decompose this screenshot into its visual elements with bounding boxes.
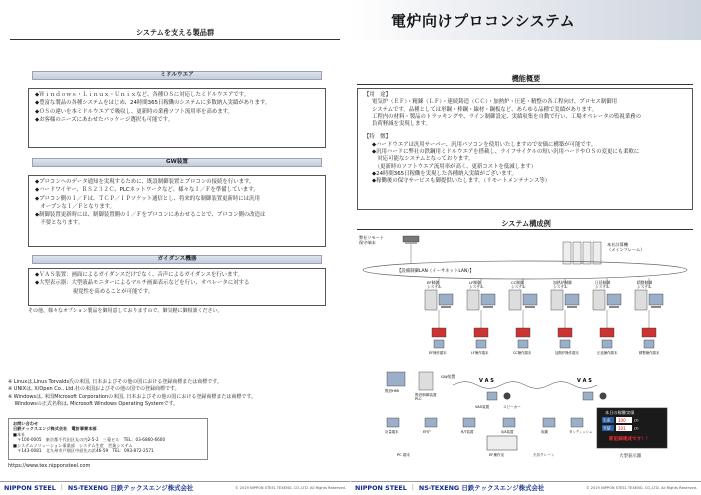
- server-label: LF制御システム: [469, 280, 484, 290]
- monitor-icon: [481, 294, 495, 305]
- pc-icon: [644, 340, 654, 348]
- nippon-steel-logo: NIPPON STEEL: [4, 484, 56, 493]
- vas-label: V A S: [479, 378, 494, 384]
- pc-label: LF操作端末: [471, 351, 489, 355]
- gw-device-icon: [558, 328, 572, 337]
- plc-label: 既設制御装置 PLC: [415, 393, 437, 401]
- mainframe-label: 本社計算機（メインフレーム）: [607, 242, 645, 252]
- remote-terminal: [403, 236, 419, 244]
- pc-icon: [560, 340, 570, 348]
- display-title: 本日の稼働実績: [605, 410, 635, 415]
- feature-line: 対応可能なシステムとなっております。: [372, 156, 474, 163]
- middleware-item: ◆お客様のニーズにあわせたパッケージ選択も可能です。: [35, 116, 174, 123]
- feature-line: （更新時のソフトウエア流用率が高く、更新コストを低減します）: [372, 163, 537, 170]
- vas-pc-icon: [487, 392, 497, 400]
- speaker-label: スピーカー: [503, 405, 521, 409]
- overview-box: [357, 88, 693, 210]
- field-terminal-icon: [463, 418, 475, 427]
- pc-icon: [476, 340, 486, 348]
- hmi-icon: [387, 372, 405, 386]
- usage-line: 電気炉（ＥＦ）・精錬（ＬＦ）・連続鋳造（ＣＣ）・加熱炉・圧延・精整の各工程向け、プロセス制御用: [372, 99, 618, 106]
- guidance-item: 視覚性を高めることが可能です。: [35, 288, 154, 295]
- contact-line: ■システムソリューション事業部 システム生産 営業システム: [13, 442, 133, 448]
- server-label: 精整制御システム: [637, 280, 653, 290]
- ns-texeng-logo: NS-TEXENG 日鉄テックスエンジ株式会社: [67, 484, 194, 493]
- middleware-item: ◆豊富な製品の各種システムをはじめ、24時間365日稼働のシステムに多数納入実績があります。: [35, 100, 271, 107]
- display-row-label: 実績: [603, 425, 611, 431]
- monitor-icon: [439, 294, 453, 305]
- server-icon: [551, 290, 563, 310]
- field-terminal-icon: [425, 418, 437, 427]
- usage-line: 工程内の材料・製品のトラッキングや、ライン制御設定、実績収集を自動で行い、工場オペレータの監視業務の: [372, 113, 641, 120]
- contact-box: [8, 418, 208, 460]
- monitor-icon: [649, 294, 663, 305]
- server-icon: [467, 290, 479, 310]
- middleware-item: ◆Ｗｉｎｄｏｗｓ・Ｌｉｎｕｘ・Ｕｎｉｘなど、各種ＯＳに対応したミドルウエアです。: [35, 92, 250, 98]
- display-row-unit: ch: [634, 417, 639, 423]
- section-title: システムを支える製品群: [135, 28, 215, 37]
- gw-device-icon: [474, 328, 488, 337]
- pc-icon: [518, 340, 528, 348]
- plc-icon: [419, 372, 433, 390]
- server-label: EF制御システム: [427, 280, 442, 290]
- divider: [357, 229, 693, 230]
- display-row-value: 101: [618, 425, 626, 431]
- server-icon: [593, 290, 605, 310]
- usage-line: システムです。品種としては形鋼・棒鋼・線材・鋼板など、あらゆる品種で実績があります。: [372, 106, 598, 113]
- server-icon: [509, 290, 521, 310]
- server-label: 圧延制御システム: [595, 280, 611, 290]
- feature-line: ◆稼働後の保守サービスも御提供いたします。（リモートメンテナンス等）: [372, 178, 551, 185]
- guidance-item: ◆大型表示器：大型液晶モニターによるマルチ画面表示などを行い、オペレータに対する: [35, 280, 250, 287]
- copyright: © 2019 NIPPON STEEL TEXENG. CO.,LTD. All Rights Reserved.: [585, 486, 697, 491]
- pc-icon: [434, 340, 444, 348]
- pc-terminal-label: PC 端末: [397, 453, 411, 457]
- gw-device-icon: [600, 328, 614, 337]
- gw-item: ◆プロコン側のＩ／Ｆは、ＴＣＰ／ＩＰソケット通信とし、将来的な制御装置更新時には汎用: [35, 195, 260, 202]
- field-label: 計量端末: [385, 430, 399, 434]
- contact-heading: お問い合わせ: [13, 421, 39, 426]
- pc-label: EF操作端末: [429, 351, 447, 355]
- gw-item: 不要となります。: [35, 220, 84, 227]
- gw-device-icon: [432, 328, 446, 337]
- divider: [357, 84, 693, 85]
- divider: [10, 39, 340, 40]
- feature-line: ◆24時間365日稼働を実現した各種納入実績がございます。: [372, 170, 517, 177]
- field-label: 取鍋: [541, 430, 548, 434]
- middleware-box: [28, 88, 326, 148]
- contact-line: ■本社: [13, 431, 26, 437]
- guidance-item: ◆ＶＡＳ装置：画面によるガイダンスだけでなく、音声によるガイダンスを行います。: [35, 272, 243, 278]
- feature-label: 【特 徴】: [364, 134, 391, 141]
- field-label: S/A装置: [501, 430, 514, 434]
- monitor-icon: [523, 294, 537, 305]
- gw-item: ◆制御装置更新時には、制御装置側のＩ／Ｆをプロコンにあわせることで、プロコン側の改造は: [35, 212, 266, 219]
- gw-device-icon: [516, 328, 530, 337]
- mainframe: [563, 242, 601, 264]
- ns-texeng-logo: NS-TEXENG 日鉄テックスエンジ株式会社: [418, 484, 545, 493]
- copyright: © 2019 NIPPON STEEL TEXENG. CO.,LTD. All Rights Reserved.: [234, 486, 346, 491]
- monitor-icon: [565, 294, 579, 305]
- field-terminal-icon: [571, 418, 583, 427]
- server-icon: [635, 290, 647, 310]
- field-label: EF炉: [423, 430, 431, 434]
- feature-line: ◆汎用ハードに弊社の鉄鋼用ミドルウエアを搭載し、ライフサイクルの短い汎用ハードやＯＳの変更にも柔軟に: [372, 149, 640, 156]
- company-url[interactable]: https://www.tex.nipponsteel.com: [8, 463, 91, 469]
- gw-device-icon: [642, 328, 656, 337]
- contact-company: 日鉄テックスエンジ株式会社 電計事業本部: [13, 426, 97, 432]
- contact-line: 〒100-0005 東京都千代田区丸の内2-5-2 三菱ビル TEL：03-6860-6600: [13, 437, 166, 443]
- trademark-note: ※ UNIXは, X/Open Co., Ltd.社の米国およびその他の国での登録商標です。: [8, 386, 180, 393]
- gw-box: [28, 175, 326, 247]
- guidance-header: ガイダンス機器: [32, 255, 322, 264]
- speaker-icon: [600, 393, 607, 400]
- display-caption: 大型表示器: [619, 454, 641, 459]
- contact-line: 〒143-0081 北九州市戸畑区中原先の浜46-59 TEL：093-872-2571: [13, 448, 154, 454]
- page-title: 電炉向けプロコンシステム: [391, 12, 576, 30]
- field-equipment: [385, 372, 607, 457]
- overview-title: 機能概要: [511, 74, 541, 83]
- field-label: R/T装置: [461, 430, 474, 434]
- field-terminal-icon: [503, 418, 515, 427]
- system-diagram: [357, 232, 693, 472]
- display-message: 新記録達成です！！: [609, 437, 651, 442]
- vas-device-label: VAS装置: [475, 405, 490, 409]
- speaker-icon: [504, 393, 511, 400]
- closing-note: その他、様々なオプション製品を御用意しておりますので、御気軽に御相談ください。: [28, 308, 223, 314]
- ef-pulpit-icon: [487, 436, 517, 450]
- pc-label: 圧延操作端末: [597, 351, 618, 355]
- middleware-item: ◆ＯＳの違いを本ミドルウエアで吸収し、更新時の業務ソフト流用率を高めます。: [35, 108, 233, 115]
- pc-label: 加熱炉操作端末: [555, 351, 579, 355]
- guidance-box: [28, 268, 326, 306]
- monitor-icon: [607, 294, 621, 305]
- trademark-note: ※ Linuxは,Linus Torvalds氏の米国, 日本およびその他の国における登録商標または商標です。: [8, 379, 222, 385]
- gw-header: GW装置: [32, 158, 322, 167]
- crane-label: 天井クレーン: [533, 453, 555, 457]
- nippon-steel-logo: NIPPON STEEL: [355, 484, 407, 493]
- pc-label: 精整操作端末: [639, 351, 660, 355]
- feature-line: ◆ハードウエアは汎用サーバー、汎用パソコンを使用いたしますので安価に構築が可能です。: [372, 141, 597, 148]
- left-footer: NIPPON STEEL | NS-TEXENG 日鉄テックスエンジ株式会社 © 2019 NIPPON STEEL TEXENG. CO.,LTD. All Rights Reserved.: [0, 481, 350, 495]
- server-group: [425, 278, 663, 355]
- usage-label: 【用 途】: [364, 92, 391, 98]
- ef-pulpit-label: EF操作室: [489, 453, 505, 457]
- right-footer: NIPPON STEEL | NS-TEXENG 日鉄テックスエンジ株式会社 © 2019 NIPPON STEEL TEXENG. CO.,LTD. All Rights Reserved.: [351, 481, 701, 495]
- pc-icon: [602, 340, 612, 348]
- gw-item: ◆ハードワイヤー、ＲＳ２３２Ｃ、PLCネットワークなど、様々なＩ／Ｆを準備しています。: [35, 187, 259, 194]
- vas-label: V A S: [577, 378, 592, 384]
- gw-label: GW装置: [441, 374, 456, 379]
- server-label: 加熱炉制御システム: [553, 280, 572, 290]
- server-icon: [425, 290, 437, 310]
- trademark-note: Windowsの正式名称は, Microsoft Windows Operating Systemです。: [8, 400, 179, 407]
- trademark-note: ※ Windowsは, 米国Microsoft Corporationの米国, 日本およびその他の国における登録商標または商標です。: [8, 393, 256, 400]
- large-display: [597, 408, 667, 448]
- field-label: タンディッシュ: [569, 430, 593, 434]
- pc-label: CC操作端末: [513, 351, 532, 355]
- diagram-title: システム構成例: [501, 219, 551, 228]
- display-row-label: 生産: [603, 417, 611, 423]
- gw-item: ◆プロコンへのデータ通知を実現するために、既設制御装置とプロコンの接続を行います。: [35, 179, 255, 185]
- lan-label: 【設備制御LAN（イーサネットLAN）】: [397, 269, 474, 274]
- field-terminal-icon: [387, 418, 399, 427]
- usage-line: 負荷軽減を実現します。: [372, 121, 431, 128]
- trademark-notes: [8, 379, 256, 408]
- server-label: CC制御システム: [511, 280, 526, 290]
- display-row-value: 100: [618, 417, 626, 423]
- gw-item: オープンなＩ／Ｆとなります。: [35, 203, 115, 210]
- vas-pc-icon: [583, 392, 593, 400]
- hmi-label: 既設HMI: [385, 389, 400, 393]
- right-page: [351, 0, 701, 495]
- display-row-unit: ch: [634, 425, 639, 431]
- remote-label: 弊社リモート保守端末: [359, 235, 384, 245]
- middleware-header: ミドルウエア: [32, 71, 322, 80]
- left-page: [0, 0, 350, 495]
- field-terminal-icon: [543, 418, 555, 427]
